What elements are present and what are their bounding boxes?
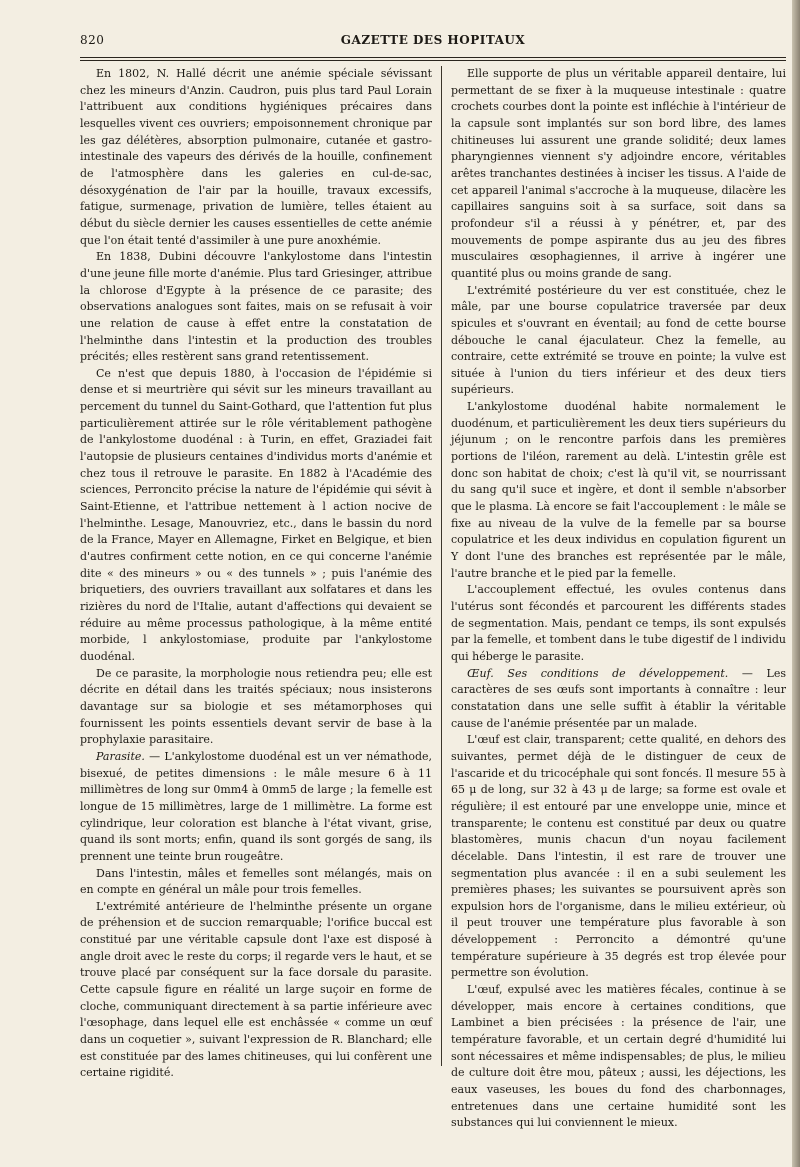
left-column [80,66,432,1082]
paragraph: Dans l'intestin, mâles et femelles sont mélangés, mais on en compte en général un mâle pour trois femelles. [80,866,432,897]
right-column [451,66,786,1132]
paragraph: En 1838, Dubini découvre l'ankylostome dans l'intestin d'une jeune fille morte d'anémie. Plus tard Griesinger, attribue la chlorose d'Egypte à la présence de ce parasite; des observations analogues sont faites, mais on se refusait à voir une relation de cause à effet entre la constatation de l'helminthe dans l'intestin et la production des troubles précités; elles restèrent sans grand retentissement. [80,250,432,364]
paragraph: L'accouplement effectué, les ovules contenus dans l'utérus sont fécondés et parcourent les différents stades de segmentation. Mais, pendant ce temps, ils sont expulsés par la femelle, et tombent dans le tube digestif de l individu qui héberge le parasite. [451,583,786,663]
page-edge-shadow [792,0,800,1167]
paragraph: L'ankylostome duodénal habite normalement le duodénum, et particulièrement les deux tiers supérieurs du jéjunum ; on le rencontre parfois dans les premières portions de l'iléon, rarement au delà. L'intestin grêle est donc son habitat de choix; c'est là qu'il vit, se nourrissant du sang qu'il suce et ingère, et dont il semble n'absorber que le plasma. Là encore se fait l'accouplement : le mâle se fixe au niveau de la vulve de la femelle par sa bourse copulatrice et les deux individus en copulation figurent un Y dont l'une des branches est représentée par le mâle, l'autre branche et le pied par la femelle. [451,400,786,580]
running-head [80,33,786,53]
journal-title: GAZETTE DES HOPITAUX [340,33,526,47]
header-rule-bottom [80,60,786,61]
paragraph: L'extrémité antérieure de l'helminthe présente un organe de préhension et de succion remarquable; l'orifice buccal est constitué par une véritable capsule dont l'axe est disposé à angle droit avec le reste du corps; il regarde vers le haut, et se trouve placé par conséquent sur la face dorsale du parasite. Cette capsule figure en réalité un large suçoir en forme de cloche, communiquant directement à sa partie inférieure avec l'œsophage, dans lequel elle est enchâssée « comme un œuf dans un coquetier », suivant l'expression de R. Blanchard; elle est constituée par des lames chitineuses, qui lui confèrent une certaine rigidité. [80,899,432,1080]
section-lead: Parasite. [96,749,145,763]
paragraph-text: — L'ankylostome duodénal est un ver némathode, bisexué, de petites dimensions : le mâle mesure 6 à 11 millimètres de long sur 0mm4 à 0mm5 de large ; la femelle est longue de 15 millimètres, large de 1 millimètre. La forme est cylindrique, leur coloration est blanche à l'état vivant, grise, quand ils sont morts; enfin, quand ils sont gorgés de sang, ils prennent une teinte brun rougeâtre. [80,749,432,863]
paragraph [451,666,786,733]
paragraph [80,749,432,866]
header-rule-top [80,57,786,58]
paragraph-text: — Les caractères de ses œufs sont importants à connaître : leur constatation dans une selle suffit à établir la véritable cause de l'anémie présentée par un malade. [451,666,786,730]
column-divider [441,66,442,1066]
page-number: 820 [80,33,105,47]
paragraph: L'œuf, expulsé avec les matières fécales, continue à se développer, mais encore à certaines conditions, que Lambinet a bien précisées : la présence de l'air, une température favorable, et un certain degré d'humidité lui sont nécessaires et même indispensables; de plus, le milieu de culture doit être mou, pâteux ; aussi, les déjections, les eaux vaseuses, les boues du fond des charbonnages, entretenues dans une certaine humidité sont les substances qui lui conviennent le mieux. [451,983,786,1130]
paragraph: L'extrémité postérieure du ver est constituée, chez le mâle, par une bourse copulatrice traversée par deux spicules et s'ouvrant en éventail; au fond de cette bourse débouche le canal éjaculateur. Chez la femelle, au contraire, cette extrémité se trouve en pointe; la vulve est située à l'union du tiers inférieur et des deux tiers supérieurs. [451,283,786,397]
paragraph: Elle supporte de plus un véritable appareil dentaire, lui permettant de se fixer à la muqueuse intestinale : quatre crochets courbes dont la pointe est infléchie à l'intérieur de la capsule sont implantés sur son bord libre, des lames chitineuses lui assurent une grande solidité; deux lames pharyngiennes viennent s'y adjoindre encore, véritables arêtes tranchantes destinées à inciser les tissus. A l'aide de cet appareil l'animal s'accroche à la muqueuse, dilacère les capillaires sanguins soit à sa surface, soit dans sa profondeur s'il a réussi à y pénétrer, et, par des mouvements de pompe aspirante dus au jeu des fibres musculaires œsophagiennes, il arrive à ingérer une quantité plus ou moins grande de sang. [451,67,786,280]
section-lead: Œuf. Ses conditions de développement. [467,666,729,680]
paragraph: En 1802, N. Hallé décrit une anémie spéciale sévissant chez les mineurs d'Anzin. Caudron, puis plus tard Paul Lorain l'attribuent aux conditions hygiéniques précaires dans lesquelles vivent ces ouvriers; empoisonnement chronique par les gaz délétères, absorption pulmonaire, cutanée et gastro-intestinale des vapeurs des dérivés de la houille, confinement de l'atmosphère dans les galeries en cul-de-sac, désoxygénation de l'air par la houille, travaux excessifs, fatigue, surmenage, privation de lumière, telles étaient au début du siècle dernier les causes essentielles de cette anémie que l'on était tenté d'assimiler à une pure anoxhémie. [80,67,432,247]
paragraph: L'œuf est clair, transparent; cette qualité, en dehors des suivantes, permet déjà de le distinguer de ceux de l'ascaride et du tricocéphale qui sont foncés. Il mesure 55 à 65 μ de long, sur 32 à 43 μ de large; sa forme est ovale et régulière; il est entouré par une enveloppe unie, mince et transparente; le contenu est constitué par deux ou quatre blastomères, munis chacun d'un noyau facilement décelable. Dans l'intestin, il est rare de trouver une segmentation plus avancée : il en a subi seulement les premières phases; les suivantes se poursuivent après son expulsion hors de l'organisme, dans le milieu extérieur, où il peut trouver une température plus favorable à son développement : Perroncito a démontré qu'une température supérieure à 35 degrés est trop élevée pour permettre son évolution. [451,733,786,980]
paragraph: De ce parasite, la morphologie nous retiendra peu; elle est décrite en détail dans les traités spéciaux; nous insisterons davantage sur sa biologie et ses métamorphoses qui fournissent les points essentiels devant servir de base à la prophylaxie parasitaire. [80,666,432,747]
paragraph: Ce n'est que depuis 1880, à l'occasion de l'épidémie si dense et si meurtrière qui sévit sur les mineurs travaillant au percement du tunnel du Saint-Gothard, que l'attention fut plus particulièrement attirée sur le rôle véritablement pathogène de l'ankylostome duodénal : à Turin, en effet, Graziadei fait l'autopsie de plusieurs centaines d'individus morts d'anémie et chez tous il retrouve le parasite. En 1882 à l'Académie des sciences, Perroncito précise la nature de l'épidémie qui sévit à Saint-Etienne, et l'attribue nettement à l action nocive de l'helminthe. Lesage, Manouvriez, etc., dans le bassin du nord de la France, Mayer en Allemagne, Firket en Belgique, et bien d'autres confirment cette notion, en ce qui concerne l'anémie dite « des mineurs » ou « des tunnels » ; puis l'anémie des briquetiers, des ouvriers travaillant aux solfatares et dans les rizières du nord de l'Italie, autant d'affections qui devaient se réduire au même processus pathologique, à la même entité morbide, l ankylostomiase, produite par l'ankylostome duodénal. [80,366,432,663]
